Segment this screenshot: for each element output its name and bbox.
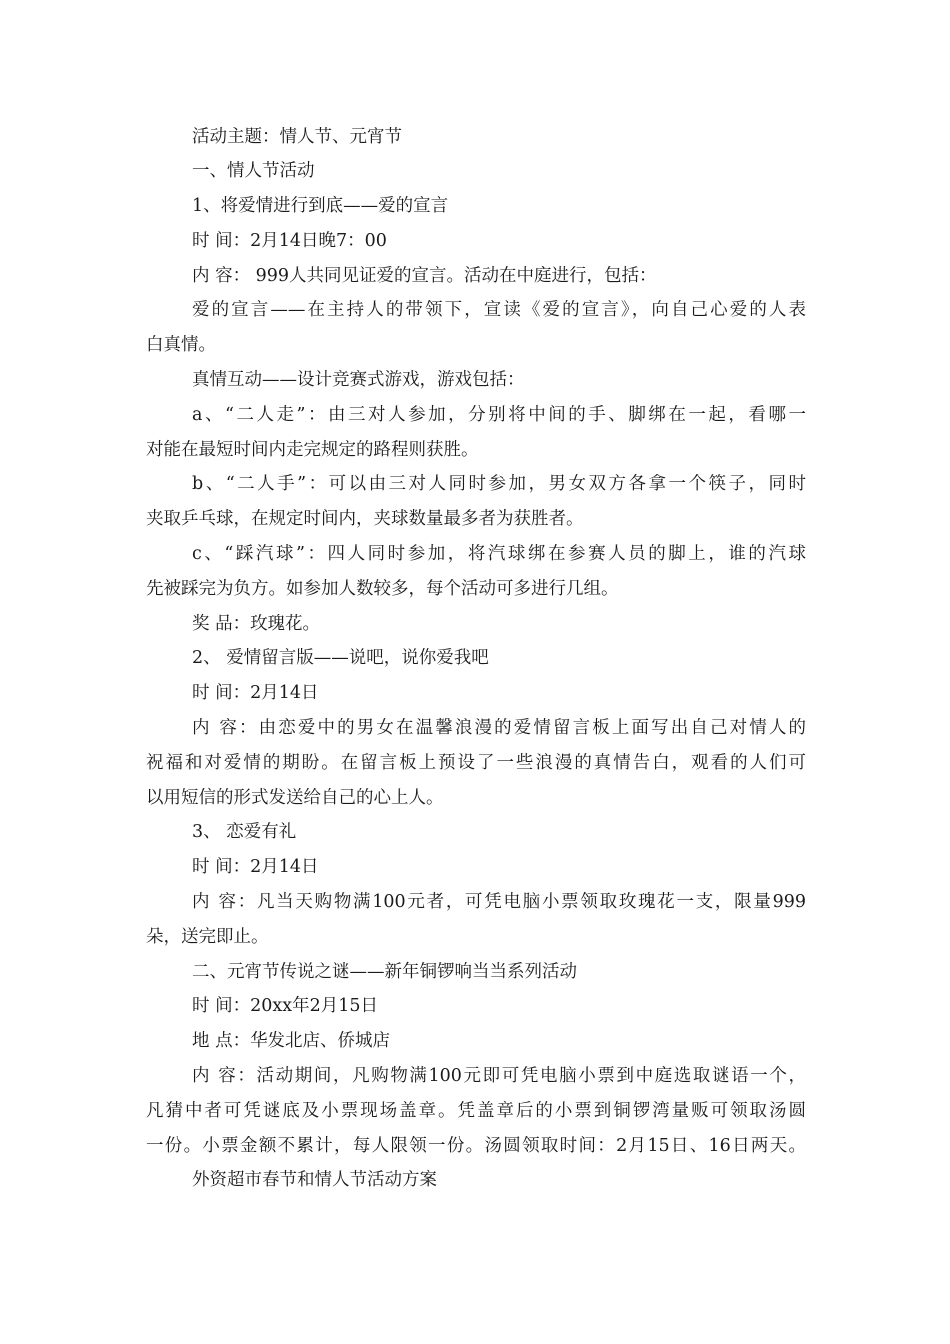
- activity-theme: 活动主题：情人节、元宵节: [192, 127, 402, 147]
- paragraph-line: 凡猜中者可凭谜底及小票现场盖章。凭盖章后的小票到铜锣湾量贩可领取汤圆: [146, 1101, 806, 1121]
- paragraph-line: 以用短信的形式发送给自己的心上人。: [146, 788, 444, 808]
- content-line-2: 内 容：由恋爱中的男女在温馨浪漫的爱情留言板上面写出自己对情人的: [192, 718, 806, 738]
- paragraph-line: 爱的宣言——在主持人的带领下，宣读《爱的宣言》，向自己心爱的人表: [192, 300, 806, 320]
- paragraph-line: 真情互动——设计竞赛式游戏，游戏包括：: [192, 370, 525, 390]
- location-line: 地 点：华发北店、侨城店: [192, 1031, 391, 1051]
- paragraph-line: 白真情。: [146, 335, 216, 355]
- content-line-1: 内 容： 999人共同见证爱的宣言。活动在中庭进行，包括：: [192, 266, 657, 286]
- content-line-3: 内 容：凡当天购物满100元者，可凭电脑小票领取玫瑰花一支，限量999: [192, 892, 806, 912]
- paragraph-line: 一份。小票金额不累计，每人限领一份。汤圆领取时间：2月15日、16日两天。: [146, 1136, 806, 1156]
- prize-line: 奖 品：玫瑰花。: [192, 614, 321, 634]
- time-line-2: 时 间：2月14日: [192, 683, 319, 703]
- game-a-line: a、“二人走”：由三对人参加，分别将中间的手、脚绑在一起，看哪一: [192, 405, 806, 425]
- time-line-1: 时 间：2月14日晚7：00: [192, 231, 387, 251]
- game-b-line: 夹取乒乓球，在规定时间内，夹球数量最多者为获胜者。: [146, 509, 584, 529]
- time-line-3: 时 间：2月14日: [192, 857, 319, 877]
- paragraph-line: 朵，送完即止。: [146, 927, 269, 947]
- item-heading-3: 3、 恋爱有礼: [192, 822, 297, 842]
- content-line-4: 内 容：活动期间，凡购物满100元即可凭电脑小票到中庭选取谜语一个，: [192, 1066, 806, 1086]
- game-a-line: 对能在最短时间内走完规定的路程则获胜。: [146, 440, 479, 460]
- section-heading-valentines: 一、情人节活动: [192, 161, 315, 181]
- paragraph-line: 祝福和对爱情的期盼。在留言板上预设了一些浪漫的真情告白，观看的人们可: [146, 753, 806, 773]
- time-line-4: 时 间：20xx年2月15日: [192, 996, 378, 1016]
- game-c-line: c、“踩汽球”：四人同时参加，将汽球绑在参赛人员的脚上，谁的汽球: [192, 544, 806, 564]
- next-document-title: 外资超市春节和情人节活动方案: [192, 1170, 437, 1190]
- section-heading-lantern: 二、元宵节传说之谜——新年铜锣响当当系列活动: [192, 962, 577, 982]
- item-heading-1: 1、将爱情进行到底——爱的宣言: [192, 196, 449, 216]
- game-b-line: b、“二人手”：可以由三对人同时参加，男女双方各拿一个筷子，同时: [192, 474, 806, 494]
- item-heading-2: 2、 爱情留言版——说吧，说你爱我吧: [192, 648, 489, 668]
- game-c-line: 先被踩完为负方。如参加人数较多，每个活动可多进行几组。: [146, 579, 619, 599]
